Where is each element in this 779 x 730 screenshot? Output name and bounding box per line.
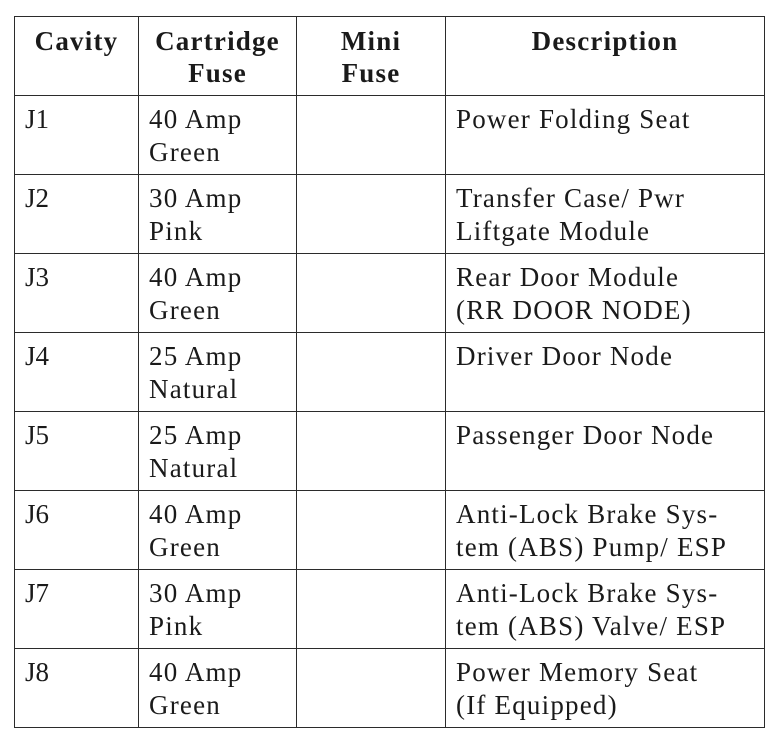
- description-cell: [446, 96, 765, 175]
- cartridge-color: Natural: [149, 374, 239, 404]
- header-mini-fuse: [297, 17, 446, 96]
- description-line: Liftgate Module: [456, 216, 651, 246]
- cartridge-color: Green: [149, 690, 221, 720]
- header-description: [446, 17, 765, 96]
- header-description-label: Description: [531, 26, 679, 56]
- table-row: [15, 175, 765, 254]
- description-cell: [446, 333, 765, 412]
- cartridge-fuse-cell: [139, 649, 297, 728]
- cartridge-amperage: 40 Amp: [149, 499, 243, 529]
- cavity-id: J4: [25, 341, 50, 371]
- cartridge-amperage: 30 Amp: [149, 578, 243, 608]
- description-line: Rear Door Module: [456, 262, 680, 292]
- description-line: tem (ABS) Valve/ ESP: [456, 611, 727, 641]
- table-header: [15, 17, 765, 96]
- table-row: [15, 333, 765, 412]
- mini-fuse-cell: [297, 649, 446, 728]
- cartridge-color: Green: [149, 137, 221, 167]
- cartridge-amperage: 25 Amp: [149, 341, 243, 371]
- cartridge-amperage: 30 Amp: [149, 183, 243, 213]
- cartridge-amperage: 40 Amp: [149, 262, 243, 292]
- cartridge-fuse-cell: [139, 254, 297, 333]
- cartridge-amperage: 25 Amp: [149, 420, 243, 450]
- cartridge-color: Pink: [149, 611, 204, 641]
- cartridge-color: Pink: [149, 216, 204, 246]
- description-cell: [446, 175, 765, 254]
- description-line: Driver Door Node: [456, 341, 674, 371]
- cartridge-fuse-cell: [139, 96, 297, 175]
- description-cell: [446, 491, 765, 570]
- fuse-table: [14, 16, 765, 728]
- cartridge-fuse-cell: [139, 570, 297, 649]
- header-cartridge-label-line1: Cartridge: [155, 26, 280, 56]
- description-cell: [446, 570, 765, 649]
- mini-fuse-cell: [297, 412, 446, 491]
- description-line: Transfer Case/ Pwr: [456, 183, 686, 213]
- description-line: (RR DOOR NODE): [456, 295, 692, 325]
- description-line: Power Memory Seat: [456, 657, 699, 687]
- table-row: [15, 254, 765, 333]
- description-line: Power Folding Seat: [456, 104, 691, 134]
- header-cavity-label: Cavity: [34, 26, 119, 56]
- header-cavity: [15, 17, 139, 96]
- table-row: [15, 491, 765, 570]
- cavity-id: J5: [25, 420, 50, 450]
- header-mini-label-line2: Fuse: [341, 58, 401, 88]
- description-line: Passenger Door Node: [456, 420, 715, 450]
- cavity-id: J7: [25, 578, 50, 608]
- cartridge-color: Green: [149, 295, 221, 325]
- cartridge-fuse-cell: [139, 333, 297, 412]
- cartridge-fuse-cell: [139, 412, 297, 491]
- cartridge-color: Natural: [149, 453, 239, 483]
- description-cell: [446, 649, 765, 728]
- cavity-cell: [15, 96, 139, 175]
- description-cell: [446, 254, 765, 333]
- mini-fuse-cell: [297, 254, 446, 333]
- cartridge-amperage: 40 Amp: [149, 657, 243, 687]
- description-line: Anti-Lock Brake Sys-: [456, 578, 719, 608]
- cartridge-color: Green: [149, 532, 221, 562]
- description-line: Anti-Lock Brake Sys-: [456, 499, 719, 529]
- cavity-cell: [15, 175, 139, 254]
- description-cell: [446, 412, 765, 491]
- cartridge-amperage: 40 Amp: [149, 104, 243, 134]
- description-line: tem (ABS) Pump/ ESP: [456, 532, 728, 562]
- cavity-id: J8: [25, 657, 50, 687]
- cavity-id: J3: [25, 262, 50, 292]
- description-line: (If Equipped): [456, 690, 618, 720]
- header-mini-label-line1: Mini: [340, 26, 402, 56]
- table-body: [15, 96, 765, 728]
- cavity-cell: [15, 491, 139, 570]
- header-cartridge-fuse: [139, 17, 297, 96]
- cavity-cell: [15, 412, 139, 491]
- cavity-cell: [15, 254, 139, 333]
- table-row: [15, 412, 765, 491]
- cartridge-fuse-cell: [139, 175, 297, 254]
- header-row: [15, 17, 765, 96]
- table-row: [15, 570, 765, 649]
- mini-fuse-cell: [297, 333, 446, 412]
- cavity-id: J2: [25, 183, 50, 213]
- cavity-id: J6: [25, 499, 50, 529]
- header-cartridge-label-line2: Fuse: [188, 58, 247, 88]
- cavity-id: J1: [25, 104, 50, 134]
- mini-fuse-cell: [297, 570, 446, 649]
- cavity-cell: [15, 570, 139, 649]
- cavity-cell: [15, 333, 139, 412]
- cartridge-fuse-cell: [139, 491, 297, 570]
- mini-fuse-cell: [297, 491, 446, 570]
- mini-fuse-cell: [297, 175, 446, 254]
- cavity-cell: [15, 649, 139, 728]
- table-row: [15, 96, 765, 175]
- table-row: [15, 649, 765, 728]
- mini-fuse-cell: [297, 96, 446, 175]
